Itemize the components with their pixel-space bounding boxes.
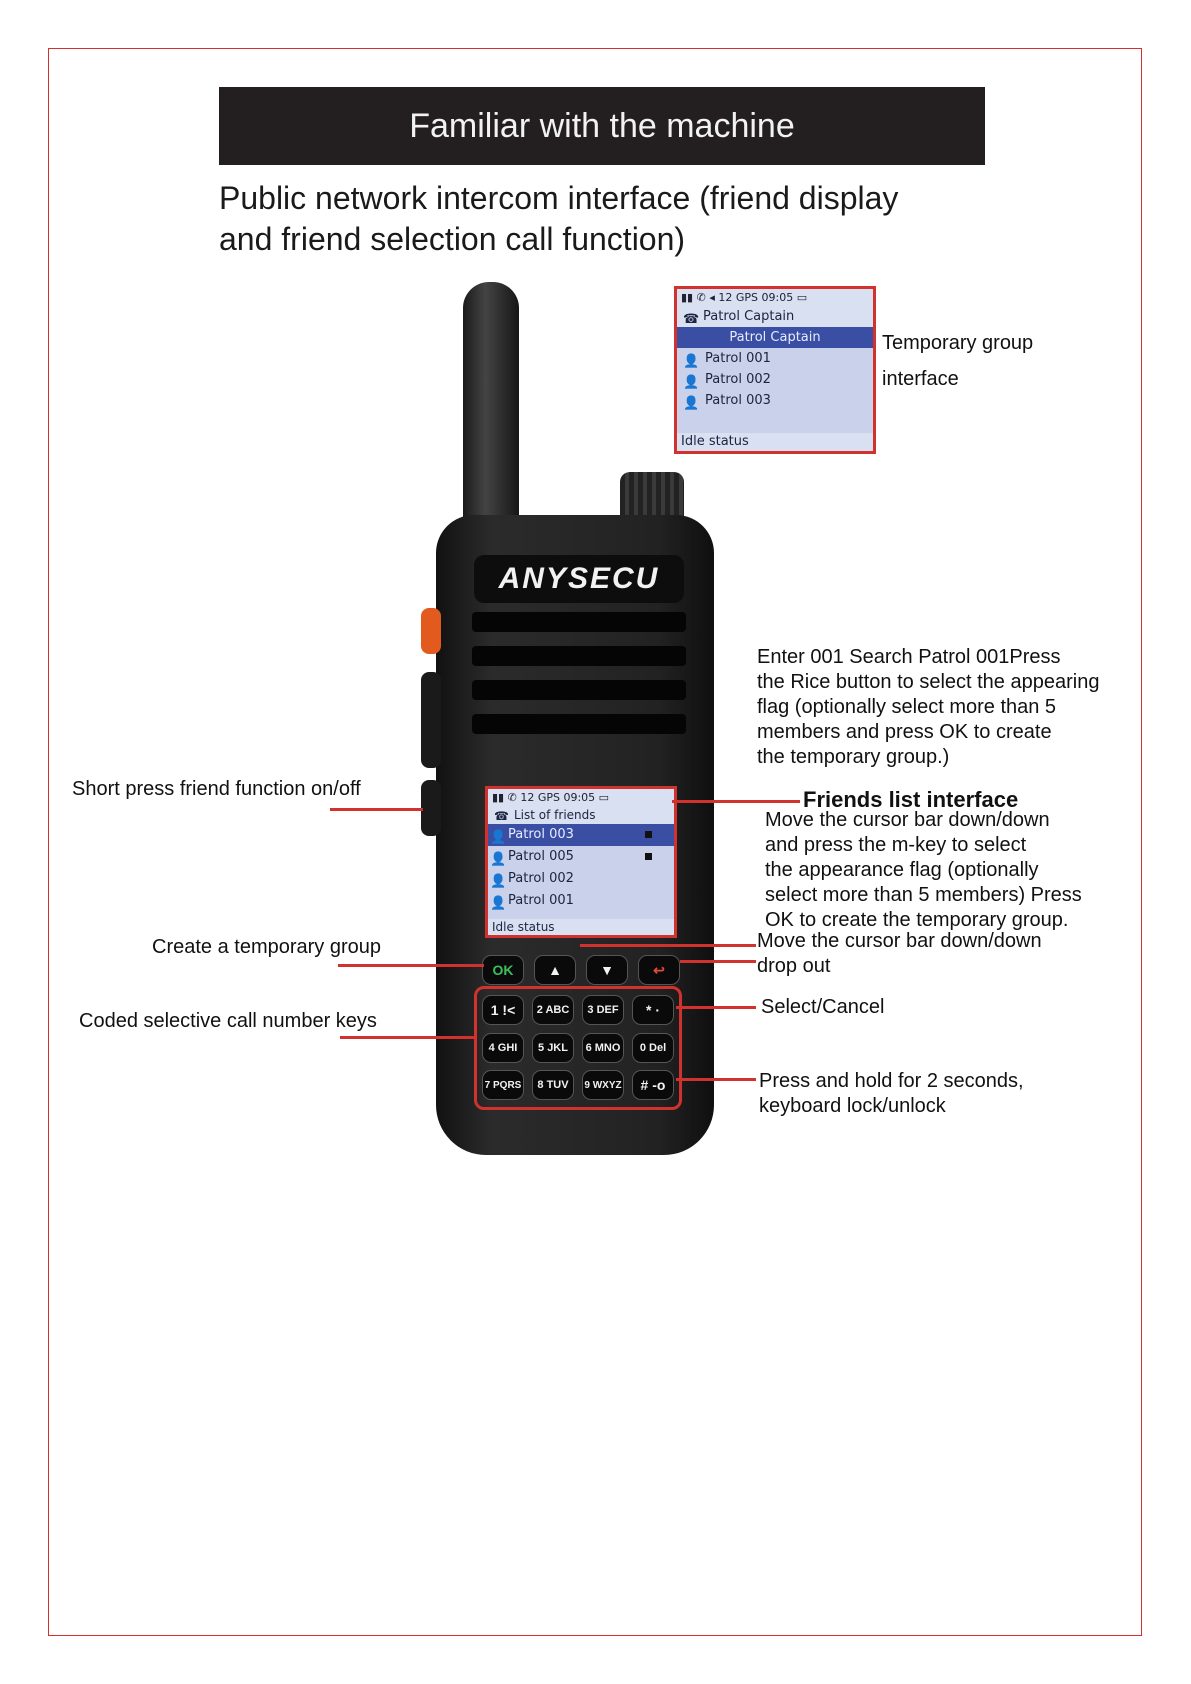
callout-line bbox=[338, 964, 484, 967]
side-orange-button[interactable] bbox=[421, 608, 441, 654]
brand-logo: ANYSECU bbox=[474, 555, 684, 603]
status-bar bbox=[677, 289, 873, 307]
temporary-group-label: Temporary group interface bbox=[882, 332, 1034, 390]
list-item[interactable]: 👤 Patrol 002 bbox=[488, 868, 674, 890]
selection-flag bbox=[645, 853, 652, 860]
status-footer: Idle status bbox=[677, 433, 873, 451]
selection-flag bbox=[645, 831, 652, 838]
antenna bbox=[463, 282, 519, 526]
callout-line bbox=[672, 800, 800, 803]
signal-icon: ▮▮ bbox=[492, 791, 505, 804]
callout-line bbox=[580, 944, 756, 947]
callout-line bbox=[680, 960, 756, 963]
speaker-grille bbox=[472, 714, 686, 734]
friends-list-description: Move the cursor bar down/down and press the m-key to select the appearance flag (optionally select more than 5 members) Press OK to create the temporary group. bbox=[765, 809, 1082, 931]
down-key[interactable]: ▼ bbox=[586, 955, 628, 985]
key-3[interactable]: 3 DEF bbox=[582, 995, 624, 1025]
create-group-label: Create a temporary group bbox=[152, 936, 382, 958]
key-hash[interactable]: # -o bbox=[632, 1070, 674, 1100]
status-text: 12 GPS 09:05 bbox=[520, 791, 596, 804]
key-7[interactable]: 7 PQRS bbox=[482, 1070, 524, 1100]
back-key[interactable]: ↩ bbox=[638, 955, 680, 985]
friends-list-screen bbox=[485, 786, 677, 938]
status-footer: Idle status bbox=[488, 919, 674, 935]
callout-line bbox=[340, 1036, 474, 1039]
friends-list-title: Friends list interface bbox=[803, 787, 1019, 812]
key-8[interactable]: 8 TUV bbox=[532, 1070, 574, 1100]
coded-keys-label: Coded selective call number keys bbox=[79, 1010, 377, 1032]
callout-line bbox=[330, 808, 423, 811]
speaker-grille bbox=[472, 680, 686, 700]
search-callout: Enter 001 Search Patrol 001Press the Rice button to select the appearing flag (optionally select more than 5 members and press OK to create the temporary group.) bbox=[757, 646, 1100, 768]
ok-key[interactable]: OK bbox=[482, 955, 524, 985]
user-icon: 👤 bbox=[490, 874, 507, 889]
friends-header: ☎ List of friends bbox=[488, 807, 674, 824]
list-item[interactable]: 👤 Patrol 001 bbox=[677, 348, 873, 369]
key-6[interactable]: 6 MNO bbox=[582, 1033, 624, 1063]
user-icon: 👤 bbox=[683, 375, 700, 390]
speaker-grille bbox=[472, 646, 686, 666]
short-press-label: Short press friend function on/off bbox=[72, 778, 361, 800]
list-item[interactable]: Patrol Captain bbox=[677, 327, 873, 348]
user-icon: 👤 bbox=[683, 396, 700, 411]
key-0[interactable]: 0 Del bbox=[632, 1033, 674, 1063]
volume-icon: ◂ bbox=[709, 291, 715, 304]
move-cursor-label: Move the cursor bar down/down drop out bbox=[757, 930, 1042, 977]
ptt-button[interactable] bbox=[421, 672, 441, 768]
callout-line bbox=[676, 1006, 756, 1009]
status-bar bbox=[488, 789, 674, 807]
list-item[interactable]: 👤 Patrol 003 bbox=[488, 824, 674, 846]
press-hold-label: Press and hold for 2 seconds, keyboard lock/unlock bbox=[759, 1070, 1024, 1117]
key-5[interactable]: 5 JKL bbox=[532, 1033, 574, 1063]
speaker-grille bbox=[472, 612, 686, 632]
callout-line bbox=[676, 1078, 756, 1081]
battery-icon: ▭ bbox=[598, 791, 610, 804]
user-icon: 👤 bbox=[683, 354, 700, 369]
user-icon: 👤 bbox=[490, 852, 507, 867]
key-4[interactable]: 4 GHI bbox=[482, 1033, 524, 1063]
up-key[interactable]: ▲ bbox=[534, 955, 576, 985]
key-2[interactable]: 2 ABC bbox=[532, 995, 574, 1025]
phone-icon: ✆ bbox=[696, 291, 706, 304]
list-item[interactable]: 👤 Patrol 003 bbox=[677, 390, 873, 411]
friend-side-button[interactable] bbox=[421, 780, 441, 836]
group-icon: ☎ bbox=[494, 809, 509, 823]
key-star[interactable]: * · bbox=[632, 995, 674, 1025]
temporary-group-screen bbox=[674, 286, 876, 454]
list-item[interactable]: 👤 Patrol 005 bbox=[488, 846, 674, 868]
key-9[interactable]: 9 WXYZ bbox=[582, 1070, 624, 1100]
page-title: Familiar with the machine bbox=[219, 87, 985, 165]
list-item[interactable]: 👤 Patrol 001 bbox=[488, 890, 674, 912]
user-icon: 👤 bbox=[490, 830, 507, 845]
user-icon: 👤 bbox=[490, 896, 507, 911]
select-cancel-label: Select/Cancel bbox=[761, 996, 885, 1018]
phone-icon: ✆ bbox=[507, 791, 517, 804]
group-icon: ☎ bbox=[683, 312, 700, 327]
signal-icon: ▮▮ bbox=[681, 291, 694, 304]
key-1[interactable]: 1 !< bbox=[482, 995, 524, 1025]
page-subtitle: Public network intercom interface (friend display and friend selection call function) bbox=[219, 180, 899, 257]
status-text: 12 GPS 09:05 bbox=[718, 291, 794, 304]
list-item[interactable]: 👤 Patrol 002 bbox=[677, 369, 873, 390]
battery-icon: ▭ bbox=[796, 291, 808, 304]
group-header: ☎ Patrol Captain bbox=[677, 307, 873, 327]
